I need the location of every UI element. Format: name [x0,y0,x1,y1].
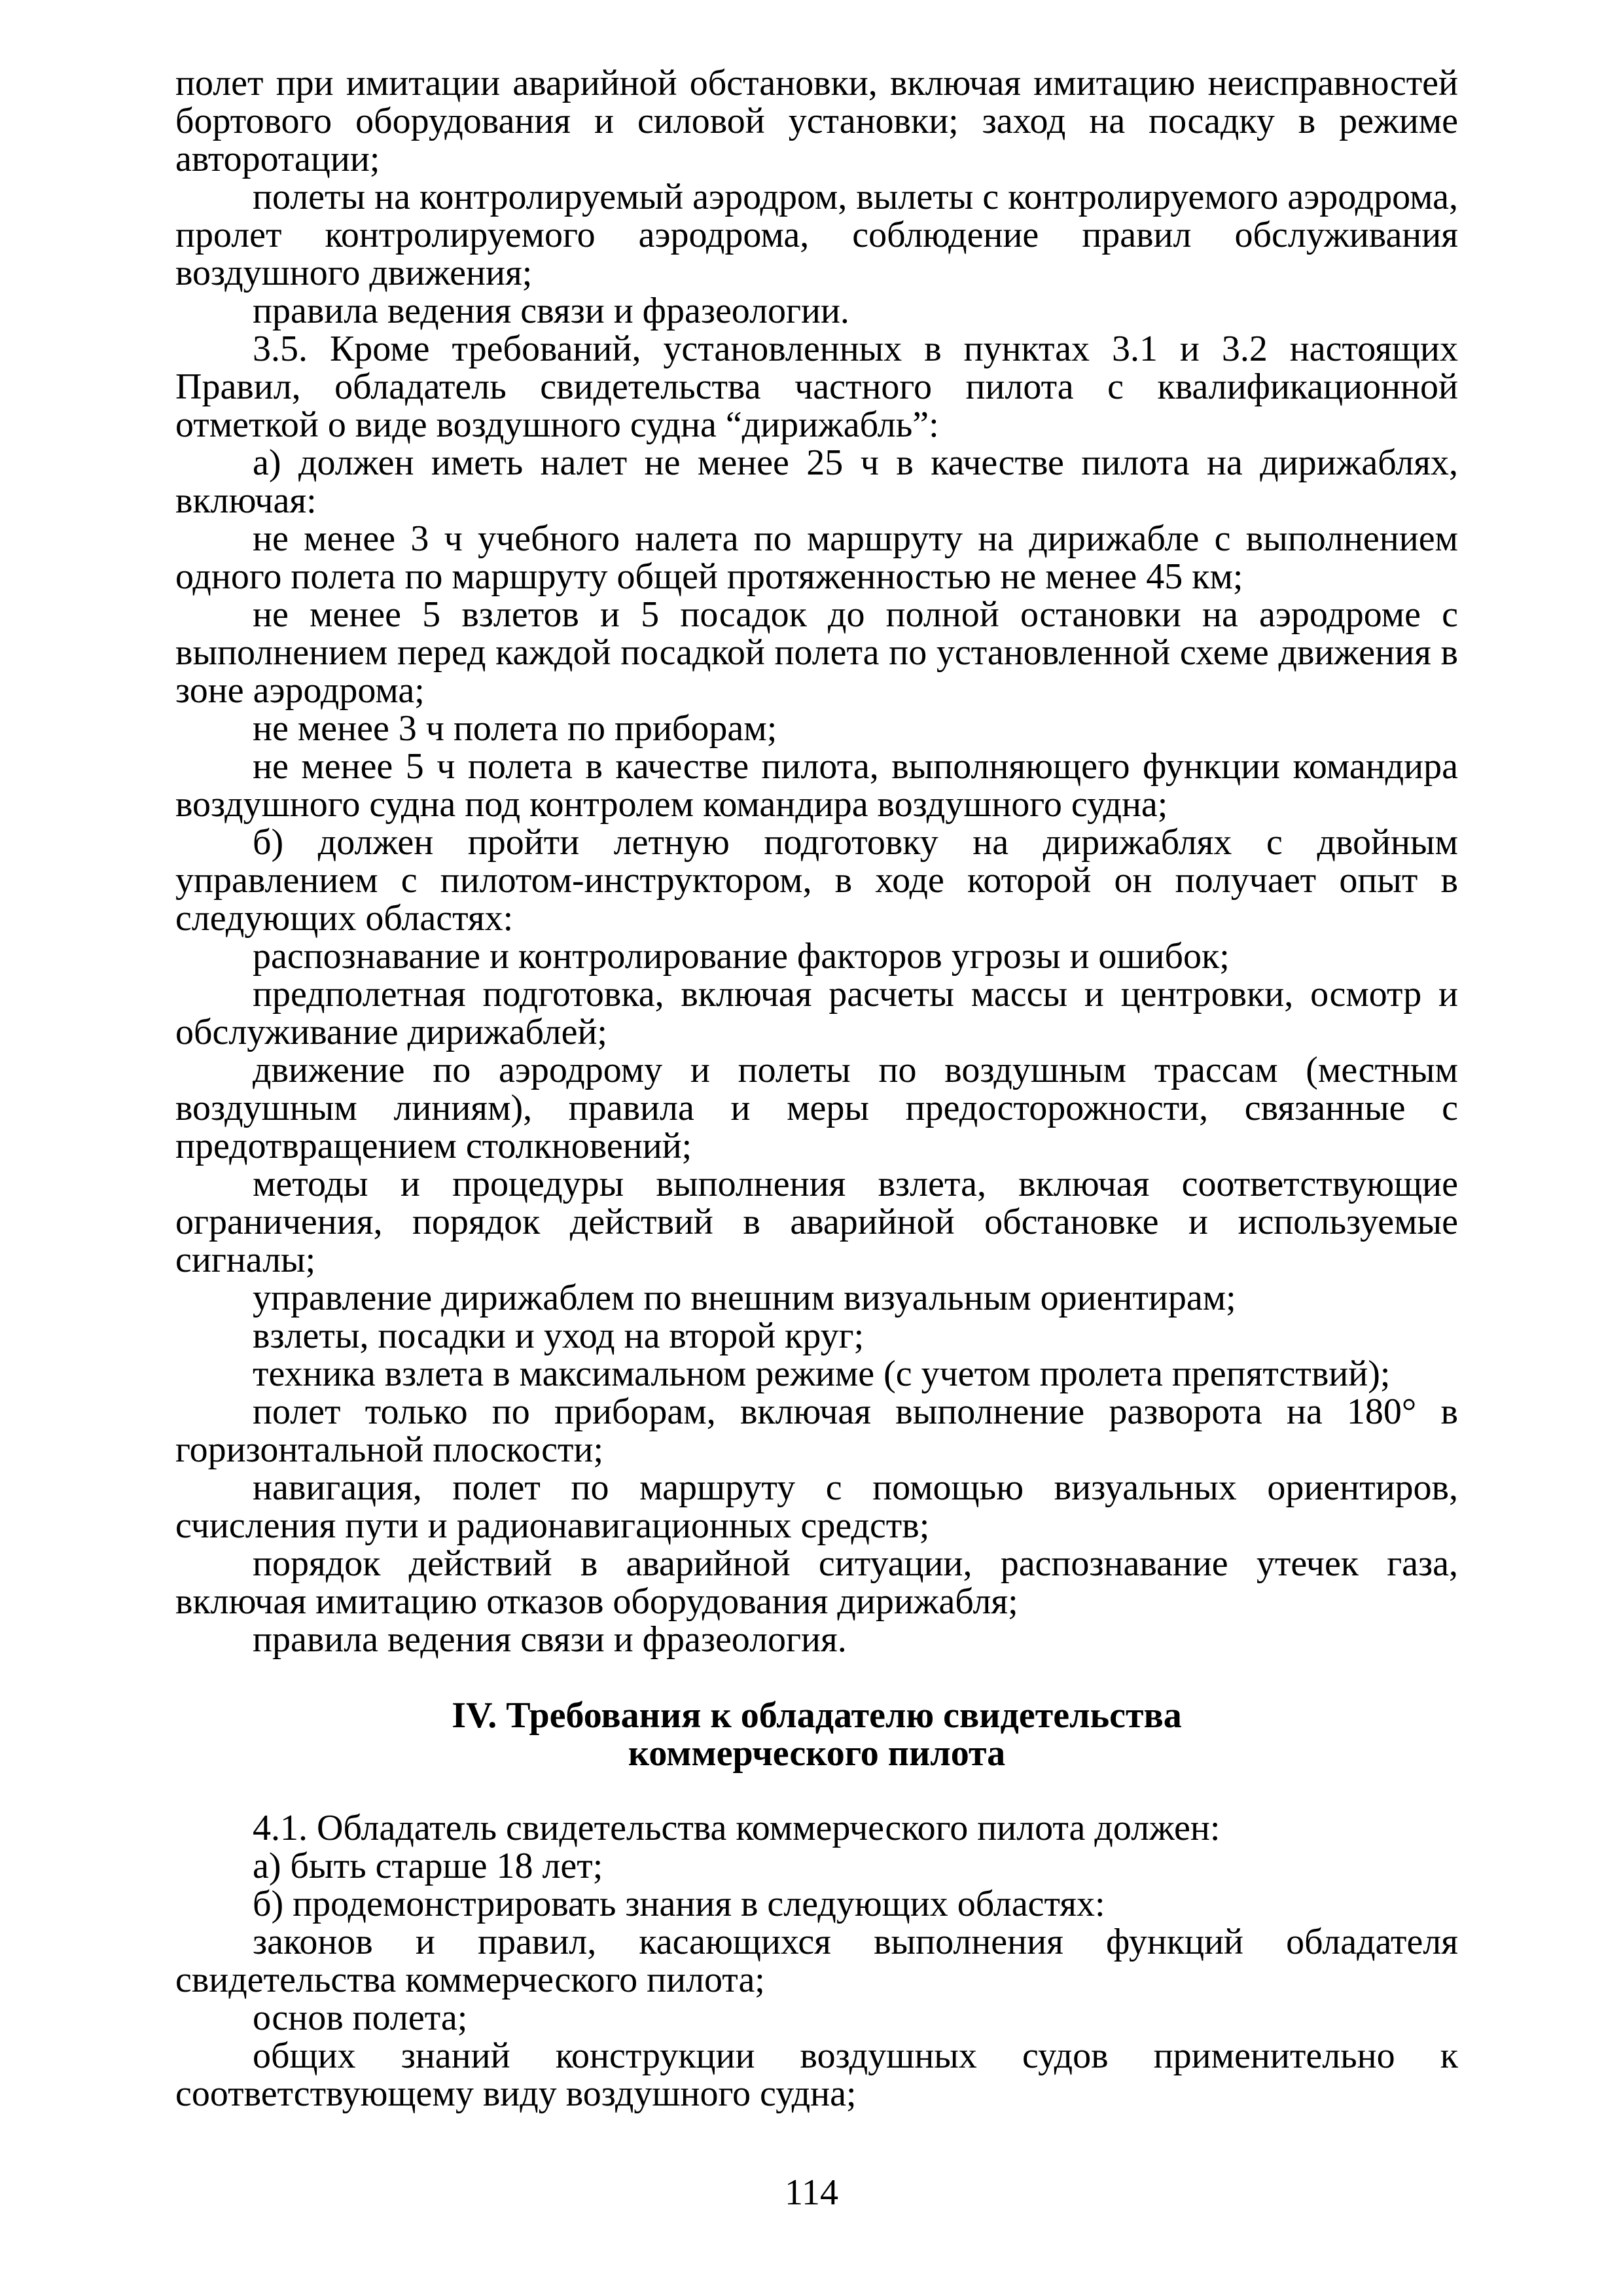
paragraph: движение по аэродрому и полеты по воздушным трассам (местным воздушным линиям), правила и меры предосторожности, связанные с предотвращением столкновений; [175,1050,1458,1166]
paragraph: распознавание и контролирование факторов угрозы и ошибок; [253,936,1230,977]
paragraph: общих знаний конструкции воздушных судов применительно к соответствующему виду воздушного судна; [175,2036,1458,2114]
paragraph: взлеты, посадки и уход на второй круг; [253,1316,865,1356]
paragraph: порядок действий в аварийной ситуации, распознавание утечек газа, включая имитацию отказов оборудования дирижабля; [175,1543,1458,1622]
paragraph: а) должен иметь налет не менее 25 ч в качестве пилота на дирижаблях, включая: [175,442,1458,521]
paragraph: 4.1. Обладатель свидетельства коммерческого пилота должен: [253,1808,1221,1848]
paragraph: техника взлета в максимальном режиме (с учетом пролета препятствий); [253,1354,1391,1394]
paragraph: а) быть старше 18 лет; [253,1846,603,1886]
paragraph: полет только по приборам, включая выполнение разворота на 180° в горизонтальной плоскости; [175,1391,1458,1470]
paragraph: б) должен пройти летную подготовку на дирижаблях с двойным управлением с пилотом-инструктором, в ходе которой он получает опыт в следующих областях: [175,822,1458,939]
page-number: 114 [785,2172,838,2213]
paragraph: основ полета; [253,1998,468,2038]
paragraph: полет при имитации аварийной обстановки, включая имитацию неисправностей бортового оборудования и силовой установки; заход на посадку в режиме авторотации; [175,63,1458,179]
document-page [175,64,1458,2113]
section-heading-line-1: IV. Требования к обладателю свидетельства [452,1695,1182,1736]
paragraph: правила ведения связи и фразеологии. [253,291,849,331]
paragraph: методы и процедуры выполнения взлета, включая соответствующие ограничения, порядок действий в аварийной обстановке и используемые сигналы; [175,1164,1458,1280]
section-heading [175,1696,1458,1772]
paragraph: предполетная подготовка, включая расчеты массы и центровки, осмотр и обслуживание дирижаблей; [175,974,1458,1052]
paragraph: законов и правил, касающихся выполнения функций обладателя свидетельства коммерческого пилота; [175,1922,1458,2000]
section-heading-line-2: коммерческого пилота [628,1733,1006,1774]
paragraph: навигация, полет по маршруту с помощью визуальных ориентиров, счисления пути и радионавигационных средств; [175,1467,1458,1546]
paragraph: не менее 3 ч полета по приборам; [253,708,777,749]
paragraph: не менее 5 ч полета в качестве пилота, выполняющего функции командира воздушного судна под контролем командира воздушного судна; [175,746,1458,825]
paragraph: не менее 3 ч учебного налета по маршруту на дирижабле с выполнением одного полета по маршруту общей протяженностью не менее 45 км; [175,518,1458,597]
paragraph: б) продемонстрировать знания в следующих областях: [253,1884,1105,1924]
paragraph: управление дирижаблем по внешним визуальным ориентирам; [253,1278,1236,1318]
paragraph: правила ведения связи и фразеология. [253,1619,847,1660]
paragraph: 3.5. Кроме требований, установленных в пунктах 3.1 и 3.2 настоящих Правил, обладатель свидетельства частного пилота с квалификационной отметкой о виде воздушного судна “дирижабль”: [175,329,1458,445]
paragraph: полеты на контролируемый аэродром, вылеты с контролируемого аэродрома, пролет контролируемого аэродрома, соблюдение правил обслуживания воздушного движения; [175,177,1458,293]
paragraph: не менее 5 взлетов и 5 посадок до полной остановки на аэродроме с выполнением перед каждой посадкой полета по установленной схеме движения в зоне аэродрома; [175,594,1458,711]
